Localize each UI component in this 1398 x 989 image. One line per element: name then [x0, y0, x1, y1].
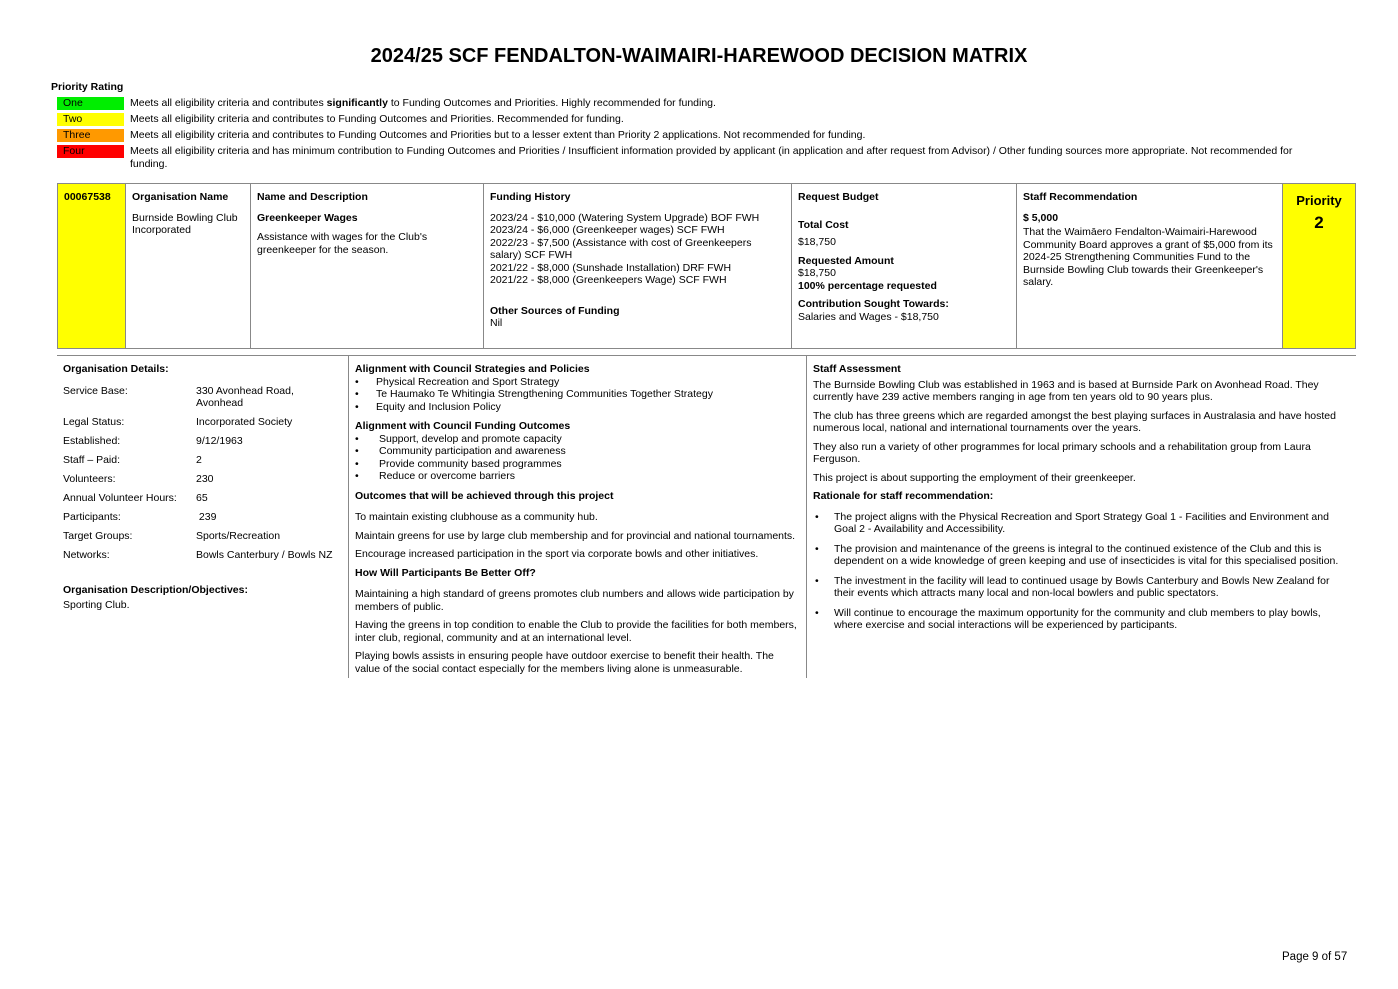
detail-row [63, 492, 342, 505]
outcome-item: • Support, develop and promote capacity [355, 433, 800, 446]
legend-desc-three: Meets all eligibility criteria and contributes to Funding Outcomes and Priorities but to a lesser extent than Priority 2 applications. Not recommended for funding. [130, 129, 866, 141]
project-header: Name and Description [257, 191, 368, 203]
strategy-item: • Equity and Inclusion Policy [355, 401, 800, 414]
legend-row-four [57, 145, 1312, 170]
detail-key: Legal Status: [63, 416, 125, 428]
organisation-header: Organisation Name [132, 191, 229, 203]
detail-value: Incorporated Society [196, 416, 293, 428]
outcome-item: • Provide community based programmes [355, 458, 800, 471]
funding-history-item: 2021/22 - $8,000 (Sunshade Installation) DRF FWH [490, 261, 732, 274]
detail-row [63, 454, 342, 467]
detail-value: 239 [196, 511, 217, 523]
legend-row-three [57, 129, 1312, 142]
organisation-details-header: Organisation Details: [63, 363, 169, 375]
strategy-item: • Te Haumako Te Whitingia Strengthening Communities Together Strategy [355, 388, 800, 401]
organisation-description: Sporting Club. [63, 599, 130, 611]
detail-key: Annual Volunteer Hours: [63, 492, 177, 504]
strategies-list [355, 376, 800, 414]
priority-header: Priority [1296, 193, 1342, 208]
request-budget-header: Request Budget [798, 191, 879, 203]
staff-assessment-column [806, 356, 1356, 678]
application-id-cell [58, 184, 126, 348]
detail-row [63, 435, 342, 448]
staff-recommendation-cell [1017, 184, 1283, 348]
detail-key: Volunteers: [63, 473, 116, 485]
funding-history-item: 2023/24 - $10,000 (Watering System Upgrade) BOF FWH [490, 211, 760, 224]
funding-history-list [490, 212, 785, 287]
legend-swatch-four: Four [57, 145, 124, 158]
legend-desc-two: Meets all eligibility criteria and contributes to Funding Outcomes and Priorities. Recommended for funding. [130, 113, 624, 125]
detail-key: Service Base: [63, 384, 128, 397]
outcome-item: • Reduce or overcome barriers [355, 470, 800, 483]
staff-assessment-header: Staff Assessment [813, 363, 901, 375]
detail-row [63, 473, 342, 486]
rationale-item: • The provision and maintenance of the greens is integral to the continued existence of the Club and this is dependent on a wide knowledge of green keeping and use of insecticides is vital for this specialised position. [813, 543, 1350, 568]
organisation-cell [126, 184, 251, 348]
page-title: 2024/25 SCF FENDALTON-WAIMAIRI-HAREWOOD DECISION MATRIX [370, 45, 1028, 67]
details-section [57, 356, 1356, 678]
detail-key: Networks: [63, 549, 110, 561]
assessment-paragraph: The Burnside Bowling Club was established in 1963 and is based at Burnside Park on Avonhead Road. They currently have 239 active members ranging in age from ten years old to 90 years plus. [813, 378, 1319, 403]
better-off-item: Having the greens in top condition to enable the Club to provide the facilities for both members, inter club, regional, community and at an international level. [355, 619, 797, 644]
legend-swatch-one: One [57, 97, 124, 110]
detail-row [63, 511, 342, 524]
priority-value: 2 [1314, 213, 1324, 232]
funding-outcomes-list [355, 433, 800, 483]
contribution-label: Contribution Sought Towards: [798, 298, 949, 310]
funding-outcomes-header: Alignment with Council Funding Outcomes [355, 420, 571, 432]
legend-row-one [57, 97, 1312, 110]
project-name: Greenkeeper Wages [257, 211, 358, 224]
requested-amount-value: $18,750 [798, 267, 836, 279]
detail-row [63, 385, 342, 410]
detail-key: Participants: [63, 511, 121, 523]
assessment-paragraph: The club has three greens which are regarded amongst the best playing surfaces in Australasia and have hosted numerous local, national and international tournaments over the years. [813, 409, 1336, 434]
better-off-header: How Will Participants Be Better Off? [355, 566, 536, 579]
contribution-value: Salaries and Wages - $18,750 [798, 310, 939, 323]
legend-swatch-two: Two [57, 113, 124, 126]
rationale-item: • The investment in the facility will lead to continued usage by Bowls Canterbury and Bowls New Zealand for their events which attracts many local and non-local bowlers and public spectators. [813, 575, 1350, 600]
detail-value: Bowls Canterbury / Bowls NZ [196, 549, 333, 561]
legend-row-two [57, 113, 1312, 126]
funding-history-item: 2023/24 - $6,000 (Greenkeeper wages) SCF FWH [490, 224, 725, 236]
requested-amount-label: Requested Amount [798, 254, 894, 267]
percentage-requested: 100% percentage requested [798, 279, 937, 292]
legend-desc-one: Meets all eligibility criteria and contributes significantly to Funding Outcomes and Priorities. Highly recommended for funding. [130, 97, 716, 109]
achieved-outcomes-header: Outcomes that will be achieved through this project [355, 489, 614, 502]
achieved-outcome: To maintain existing clubhouse as a community hub. [355, 511, 598, 523]
page-number: Page 9 of 57 [1282, 951, 1348, 963]
project-description: Assistance with wages for the Club's greenkeeper for the season. [257, 231, 428, 256]
detail-value: 330 Avonhead Road, Avonhead [196, 384, 294, 409]
organisation-name: Burnside Bowling Club Incorporated [132, 211, 238, 236]
legend-swatch-three: Three [57, 129, 124, 142]
detail-key: Target Groups: [63, 530, 133, 542]
achieved-outcome: Encourage increased participation in the sport via corporate bowls and other initiatives. [355, 548, 759, 560]
priority-legend [57, 97, 1312, 173]
rationale-list [813, 511, 1350, 632]
strategy-item: • Physical Recreation and Sport Strategy [355, 376, 800, 389]
funding-history-item: 2022/23 - $7,500 (Assistance with cost of Greenkeepers salary) SCF FWH [490, 236, 752, 261]
legend-desc-four: Meets all eligibility criteria and has minimum contribution to Funding Outcomes and Priorities / Insufficient information provided by applicant (in application and after request from Advisor) / Other funding sources more appropriate. Not recommended for funding. [130, 145, 1293, 170]
staff-recommendation-text: That the Waimāero Fendalton-Waimairi-Harewood Community Board approves a grant of $5,000 from its 2024-25 Strengthening Communities Fund to the Burnside Bowling Club towards their Greenkeeper's salary. [1023, 226, 1273, 288]
funding-history-header: Funding History [490, 191, 571, 203]
detail-value: Sports/Recreation [196, 530, 281, 542]
outcome-item: • Community participation and awareness [355, 445, 800, 458]
other-sources-value: Nil [490, 317, 503, 329]
application-table [57, 183, 1356, 349]
staff-recommendation-amount: $ 5,000 [1023, 211, 1059, 224]
alignment-column [348, 356, 806, 678]
better-off-item: Maintaining a high standard of greens promotes club numbers and allows wide participation by members of public. [355, 588, 794, 613]
funding-history-cell [484, 184, 792, 348]
staff-recommendation-header: Staff Recommendation [1023, 191, 1138, 203]
assessment-paragraph: They also run a variety of other programmes for local primary schools and a rehabilitation group from Laura Ferguson. [813, 440, 1311, 465]
priority-rating-label: Priority Rating [51, 81, 124, 93]
request-budget-cell [792, 184, 1017, 348]
detail-key: Established: [63, 435, 121, 447]
detail-value: 9/12/1963 [196, 435, 243, 447]
better-off-item: Playing bowls assists in ensuring people have outdoor exercise to benefit their health. The value of the social contact especially for the members living alone is unmeasurable. [355, 650, 774, 675]
other-sources-header: Other Sources of Funding [490, 304, 620, 317]
rationale-header: Rationale for staff recommendation: [813, 490, 994, 502]
achieved-outcome: Maintain greens for use by large club membership and for provincial and national tournaments. [355, 529, 796, 542]
total-cost-label: Total Cost [798, 218, 849, 231]
priority-cell [1283, 184, 1355, 348]
rationale-item: • Will continue to encourage the maximum opportunity for the community and club members to play bowls, where exercise and social interactions will be experienced by participants. [813, 607, 1350, 632]
detail-value: 230 [196, 473, 214, 485]
organisation-description-header: Organisation Description/Objectives: [63, 583, 248, 596]
detail-value: 65 [196, 492, 208, 504]
detail-key: Staff – Paid: [63, 454, 121, 466]
organisation-details [57, 356, 348, 678]
project-cell [251, 184, 484, 348]
detail-row [63, 530, 342, 543]
total-cost-value: $18,750 [798, 236, 836, 248]
detail-row [63, 549, 342, 562]
strategies-header: Alignment with Council Strategies and Policies [355, 363, 590, 375]
assessment-paragraph: This project is about supporting the employment of their greenkeeper. [813, 471, 1136, 484]
application-id: 00067538 [64, 191, 111, 203]
detail-value: 2 [196, 454, 202, 466]
rationale-item: • The project aligns with the Physical Recreation and Sport Strategy Goal 1 - Facilities and Environment and Goal 2 - Availability and Accessibility. [813, 511, 1350, 536]
detail-row [63, 416, 342, 429]
funding-history-item: 2021/22 - $8,000 (Greenkeepers Wage) SCF FWH [490, 274, 727, 286]
